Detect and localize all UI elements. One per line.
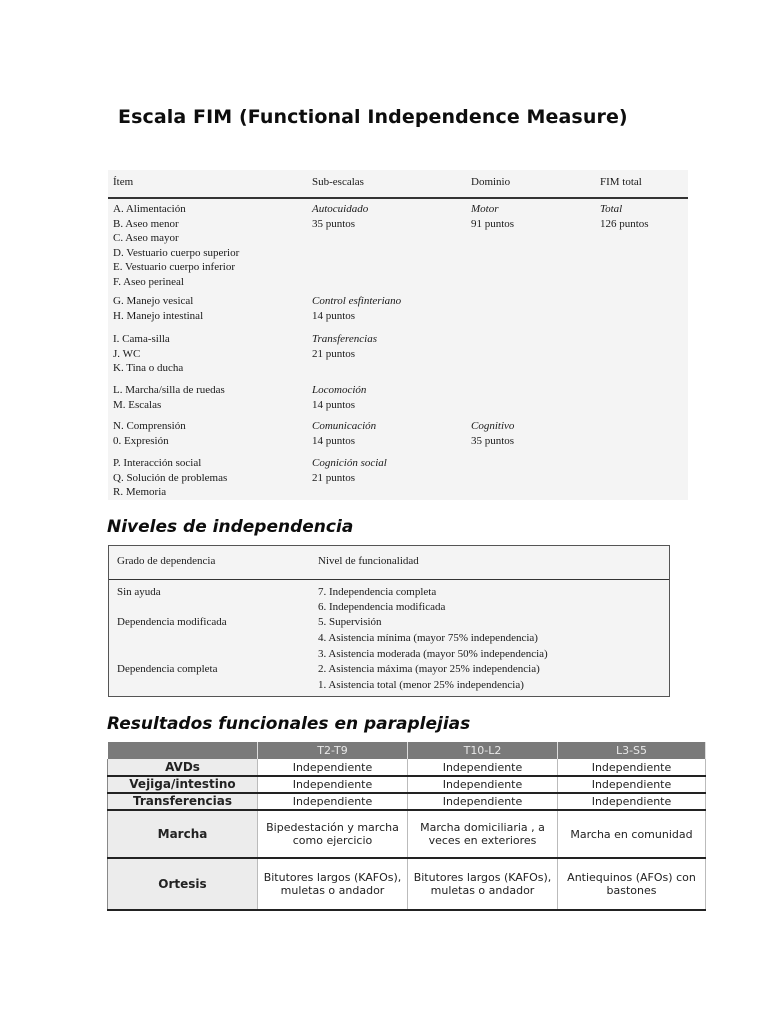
fim-item: P. Interacción social: [113, 457, 202, 469]
table-cell: Independiente: [558, 793, 706, 810]
fim-item: I. Cama-silla: [113, 333, 170, 345]
fim-item: M. Escalas: [113, 398, 162, 411]
table-row: [108, 776, 706, 793]
level-item: 4. Asistencia mínima (mayor 75% independencia): [318, 632, 538, 644]
row-label: Ortesis: [108, 858, 258, 910]
page-title: Escala FIM (Functional Independence Measure): [118, 106, 628, 128]
column-header: L3-S5: [558, 742, 706, 759]
fim-item: N. Comprensión: [113, 420, 186, 432]
resultados-heading: Resultados funcionales en paraplejias: [107, 714, 471, 734]
column-header: T10-L2: [408, 742, 558, 759]
fim-item: K. Tina o ducha: [113, 362, 184, 374]
fim-item: G. Manejo vesical: [113, 295, 194, 307]
fim-header-rule: [108, 197, 688, 199]
fim-item: B. Aseo menor: [113, 217, 179, 230]
row-label: Transferencias: [108, 793, 258, 810]
table-cell: Bipedestación y marcha como ejercicio: [258, 810, 408, 858]
fim-subscale-points: 14 puntos: [312, 398, 356, 411]
level-item: 1. Asistencia total (menor 25% independencia): [318, 679, 524, 691]
table-cell: Marcha domiciliaria , a veces en exteriores: [408, 810, 558, 858]
fim-header-subscale: Sub-escalas: [312, 176, 364, 188]
fim-item: F. Aseo perineal: [113, 275, 184, 288]
fim-item: E. Vestuario cuerpo inferior: [113, 261, 235, 273]
fim-subscale-points: 21 puntos: [312, 347, 356, 360]
fim-item: 0. Expresión: [113, 434, 169, 447]
fim-domain: Cognitivo: [471, 420, 515, 432]
fim-item: D. Vestuario cuerpo superior: [113, 246, 240, 259]
level-item: 7. Independencia completa: [318, 586, 437, 598]
row-label: Vejiga/intestino: [108, 776, 258, 793]
fim-subscale: Locomoción: [312, 384, 367, 396]
fim-domain: Motor: [471, 203, 499, 215]
row-label: AVDs: [108, 759, 258, 776]
table-row: [108, 759, 706, 776]
table-cell: Bitutores largos (KAFOs), muletas o andador: [408, 858, 558, 910]
table-cell: Marcha en comunidad: [558, 810, 706, 858]
fim-subscale-points: 14 puntos: [312, 434, 356, 447]
table-row: [108, 858, 706, 910]
niveles-table: [108, 545, 670, 697]
fim-item: J. WC: [113, 347, 141, 360]
table-cell: Independiente: [408, 793, 558, 810]
table-cell: Independiente: [258, 776, 408, 793]
fim-subscale: Cognición social: [312, 457, 387, 469]
fim-item: A. Alimentación: [113, 203, 186, 215]
fim-item: R. Memoria: [113, 486, 167, 498]
fim-subscale: Control esfinteriano: [312, 295, 402, 307]
table-cell: Antiequinos (AFOs) con bastones: [558, 858, 706, 910]
niveles-header-nivel: Nivel de funcionalidad: [318, 555, 419, 567]
table-cell: Independiente: [558, 759, 706, 776]
column-header: T2-T9: [258, 742, 408, 759]
level-item: 2. Asistencia máxima (mayor 25% independencia): [318, 663, 540, 675]
table-cell: Independiente: [408, 759, 558, 776]
column-header: [108, 742, 258, 759]
level-item: 6. Independencia modificada: [318, 601, 446, 613]
fim-subscale: Autocuidado: [312, 203, 369, 215]
niveles-header-grado: Grado de dependencia: [117, 555, 216, 567]
fim-subscale-points: 21 puntos: [312, 471, 356, 484]
grade-label: Dependencia completa: [117, 663, 218, 675]
fim-subscale: Transferencias: [312, 333, 377, 345]
table-row: [108, 810, 706, 858]
row-label: Marcha: [108, 810, 258, 858]
fim-item: H. Manejo intestinal: [113, 309, 204, 322]
fim-item: C. Aseo mayor: [113, 232, 179, 244]
level-item: 5. Supervisión: [318, 616, 382, 628]
table-cell: Independiente: [408, 776, 558, 793]
niveles-header-rule: [109, 579, 669, 580]
fim-header-domain: Dominio: [471, 176, 511, 188]
fim-total-points: 126 puntos: [600, 217, 649, 230]
grade-label: Sin ayuda: [117, 586, 161, 598]
table-cell: Independiente: [558, 776, 706, 793]
table-row: [108, 793, 706, 810]
fim-subscale-points: 14 puntos: [312, 309, 356, 322]
fim-domain-points: 91 puntos: [471, 217, 515, 230]
fim-total: Total: [600, 203, 623, 215]
fim-item: Q. Solución de problemas: [113, 471, 228, 484]
fim-domain-points: 35 puntos: [471, 434, 515, 447]
table-cell: Independiente: [258, 759, 408, 776]
fim-header-total: FIM total: [600, 176, 642, 188]
table-cell: Independiente: [258, 793, 408, 810]
grade-label: Dependencia modificada: [117, 616, 227, 628]
level-item: 3. Asistencia moderada (mayor 50% independencia): [318, 648, 548, 660]
fim-subscale: Comunicación: [312, 420, 377, 432]
niveles-heading: Niveles de independencia: [107, 517, 354, 537]
fim-header-item: Ítem: [113, 176, 134, 188]
table-cell: Bitutores largos (KAFOs), muletas o andador: [258, 858, 408, 910]
fim-table: [108, 170, 688, 500]
fim-item: L. Marcha/silla de ruedas: [113, 384, 225, 396]
resultados-table: [107, 742, 706, 911]
fim-subscale-points: 35 puntos: [312, 217, 356, 230]
